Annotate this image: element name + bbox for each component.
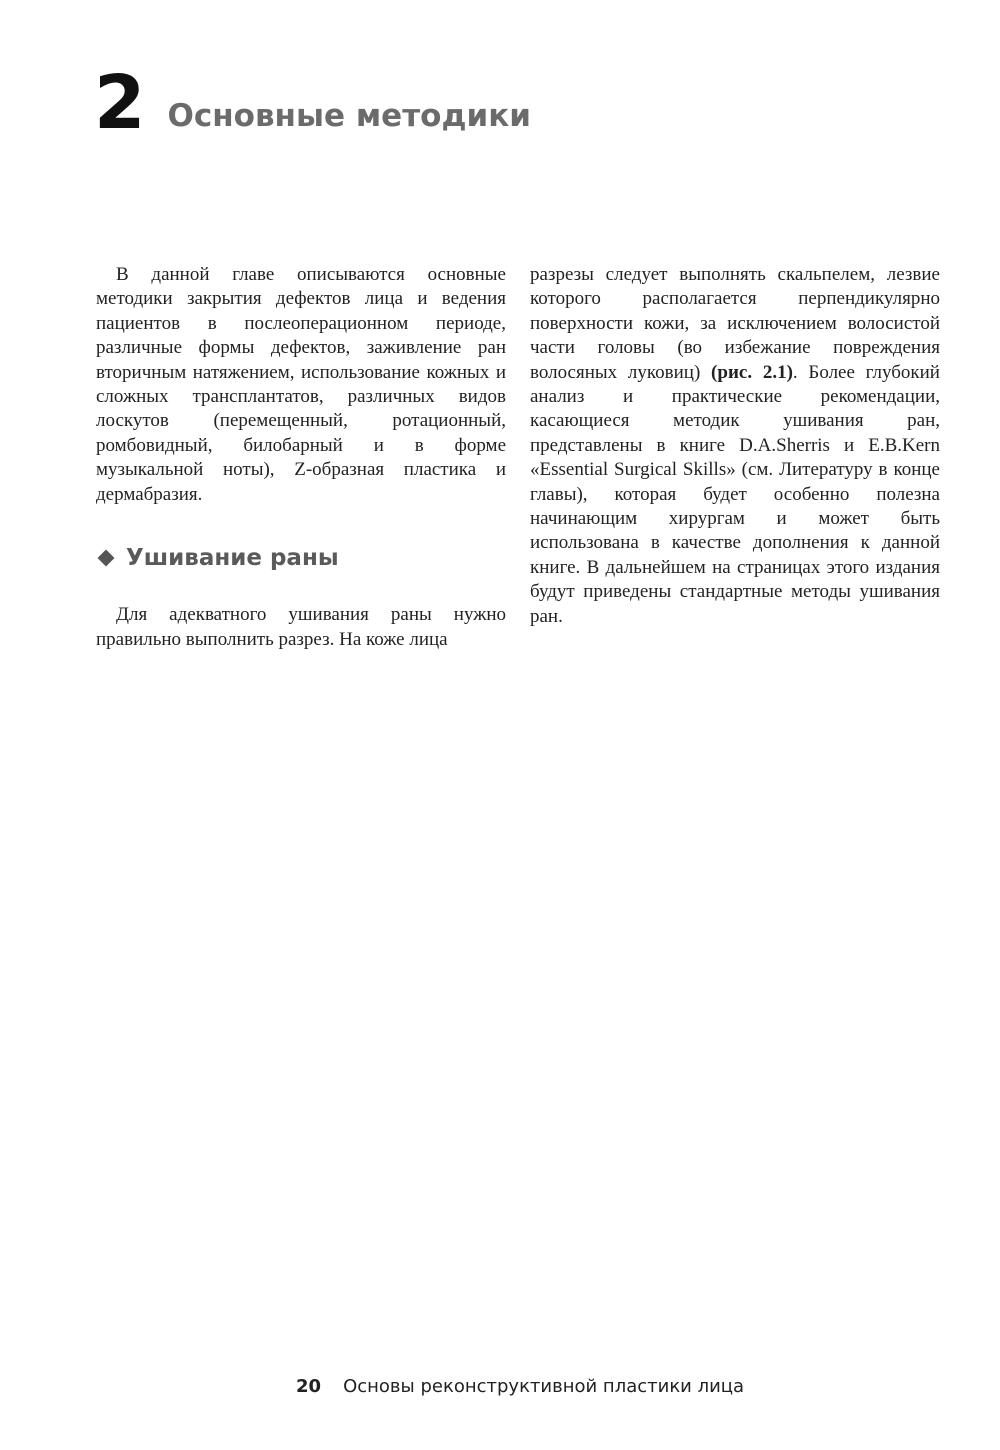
page-footer [296, 1376, 744, 1397]
figure-reference: (рис. 2.1) [711, 361, 793, 383]
left-column [96, 263, 506, 652]
intro-paragraph: В данной главе описываются основные методики закрытия дефектов лица и ведения пациентов в послеоперационном периоде, различные формы дефектов, заживление ран вторичным натяжением, использование кожных и сложных трансплантатов, различных видов лоскутов (перемещенный, ротационный, ромбовидный, билобарный и в форме музыкальной ноты), Z-образная пластика и дермабразия. [96, 264, 506, 505]
chapter-header [94, 60, 531, 146]
book-title: Основы реконструктивной пластики лица [343, 1376, 745, 1397]
paragraph-text-before-ref: разрезы следует выполнять скальпелем, лезвие которого располагается перпендикулярно поверхности кожи, за исключением волосистой части головы (во избежание повреждения волосяных луковиц) [530, 264, 940, 383]
page-number: 20 [296, 1376, 322, 1397]
section-title: Ушивание раны [126, 545, 339, 572]
section-paragraph-start: Для адекватного ушивания раны нужно правильно выполнить разрез. На коже лица [96, 604, 506, 650]
section-heading [96, 546, 506, 570]
section-paragraph-continued [530, 263, 940, 629]
chapter-number: 2 [94, 60, 144, 146]
right-column [530, 263, 940, 629]
diamond-icon [98, 550, 115, 567]
paragraph-text-after-ref: . Более глубокий анализ и практические рекомендации, касающиеся методик ушивания ран, представлены в книге D.A.Sherris и E.B.Kern «Essential Surgical Skills» (см. Литературу в конце главы), которая будет особенно полезна начинающим хирургам и может быть использована в качестве дополнения к данной книге. В дальнейшем на страницах этого издания будут приведены стандартные методы ушивания ран. [530, 361, 940, 627]
chapter-title: Основные методики [167, 98, 531, 134]
